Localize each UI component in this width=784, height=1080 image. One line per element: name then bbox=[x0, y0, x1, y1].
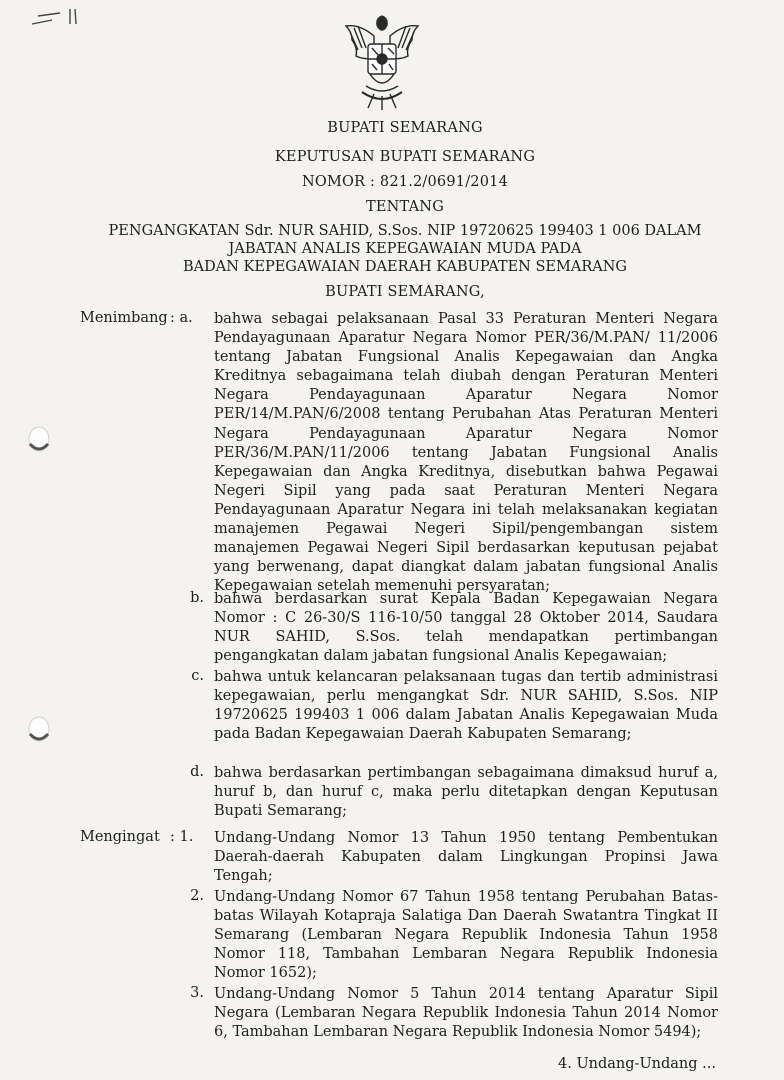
mengingat-item-2: Undang-Undang Nomor 67 Tahun 1958 tentang Perubahan Batas-batas Wilayah Kotapraja Salatiga Dan Daerah Swatantra Tingkat II Semarang (Lembaran Negara Republik Indonesia Tahun 1958 Nomor 118, Tambahan Lembaran Negara Republik Indonesia Nomor 1652); bbox=[214, 889, 718, 982]
mengingat-label: Mengingat bbox=[80, 829, 160, 845]
authority-heading: BUPATI SEMARANG bbox=[327, 120, 483, 136]
menimbang-marker-c: c. bbox=[191, 668, 204, 684]
subject-line-1: PENGANGKATAN Sdr. NUR SAHID, S.Sos. NIP 19720625 199403 1 006 DALAM bbox=[108, 223, 702, 239]
issuer-heading: BUPATI SEMARANG, bbox=[325, 284, 485, 300]
menimbang-item-b: bahwa berdasarkan surat Kepala Badan Kepegawaian Negara Nomor : C 26-30/S 116-10/50 tanggal 28 Oktober 2014, Saudara NUR SAHID, S.Sos. telah mendapatkan pertimbangan pengangkatan dalam jabatan fungsional Analis Kepegawaian; bbox=[214, 591, 718, 665]
menimbang-item-d: bahwa berdasarkan pertimbangan sebagaimana dimaksud huruf a, huruf b, dan huruf c, maka perlu ditetapkan dengan Keputusan Bupati Semarang; bbox=[214, 765, 718, 820]
corner-handwritten-mark-icon bbox=[30, 6, 90, 30]
menimbang-marker-b: b. bbox=[190, 590, 204, 606]
next-page-hint: 4. Undang-Undang ... bbox=[558, 1056, 716, 1072]
garuda-emblem-icon bbox=[344, 10, 420, 118]
decree-title: KEPUTUSAN BUPATI SEMARANG bbox=[274, 149, 536, 165]
subject-line-2: JABATAN ANALIS KEPEGAWAIAN MUDA PADA bbox=[228, 241, 582, 257]
punch-hole-icon bbox=[26, 422, 52, 456]
menimbang-item-a: bahwa sebagai pelaksanaan Pasal 33 Peraturan Menteri Negara Pendayagunaan Aparatur Negara Nomor PER/36/M.PAN/ 11/2006 tentang Jabatan Fungsional Analis Kepegawaian dan Angka Kreditnya sebagaimana telah diubah dengan Peraturan Menteri Negara Pendayagunaan Aparatur Negara Nomor PER/14/M.PAN/6/2008 tentang Perubahan Atas Peraturan Menteri Negara Pendayagunaan Aparatur Negara Nomor PER/36/M.PAN/11/2006 tentang Jabatan Fungsional Analis Kepegawaian dan Angka Kreditnya, disebutkan bahwa Pegawai Negeri Sipil yang pada saat Peraturan Menteri Negara Pendayagunaan Aparatur Negara ini telah melaksanakan kegiatan manajemen Pegawai Negeri Sipil/pengembangan sistem manajemen Pegawai Negeri Sipil berdasarkan keputusan pejabat yang berwenang, dapat diangkat dalam jabatan fungsional Analis Kepegawaian setelah memenuhi persyaratan; bbox=[214, 311, 718, 595]
about-heading: TENTANG bbox=[366, 199, 444, 215]
menimbang-marker-d: d. bbox=[190, 764, 204, 780]
menimbang-item-c: bahwa untuk kelancaran pelaksanaan tugas dan tertib administrasi kepegawaian, perlu mengangkat Sdr. NUR SAHID, S.Sos. NIP 19720625 199403 1 006 dalam Jabatan Analis Kepegawaian Muda pada Badan Kepegawaian Daerah Kabupaten Semarang; bbox=[214, 669, 718, 743]
mengingat-marker-3: 3. bbox=[190, 985, 204, 1001]
decree-number: NOMOR : 821.2/0691/2014 bbox=[301, 174, 508, 190]
punch-hole-icon bbox=[26, 712, 52, 746]
mengingat-item-1: Undang-Undang Nomor 13 Tahun 1950 tentang Pembentukan Daerah-daerah Kabupaten dalam Lingkungan Propinsi Jawa Tengah; bbox=[214, 830, 718, 885]
menimbang-label: Menimbang bbox=[80, 310, 168, 326]
mengingat-marker-1: : 1. bbox=[170, 829, 194, 845]
mengingat-item-3: Undang-Undang Nomor 5 Tahun 2014 tentang Aparatur Sipil Negara (Lembaran Negara Republik Indonesia Tahun 2014 Nomor 6, Tambahan Lembaran Negara Republik Indonesia Nomor 5494); bbox=[214, 986, 718, 1041]
menimbang-marker-a: : a. bbox=[170, 310, 193, 326]
mengingat-marker-2: 2. bbox=[190, 888, 204, 904]
subject-line-3: BADAN KEPEGAWAIAN DAERAH KABUPATEN SEMARANG bbox=[183, 259, 627, 275]
